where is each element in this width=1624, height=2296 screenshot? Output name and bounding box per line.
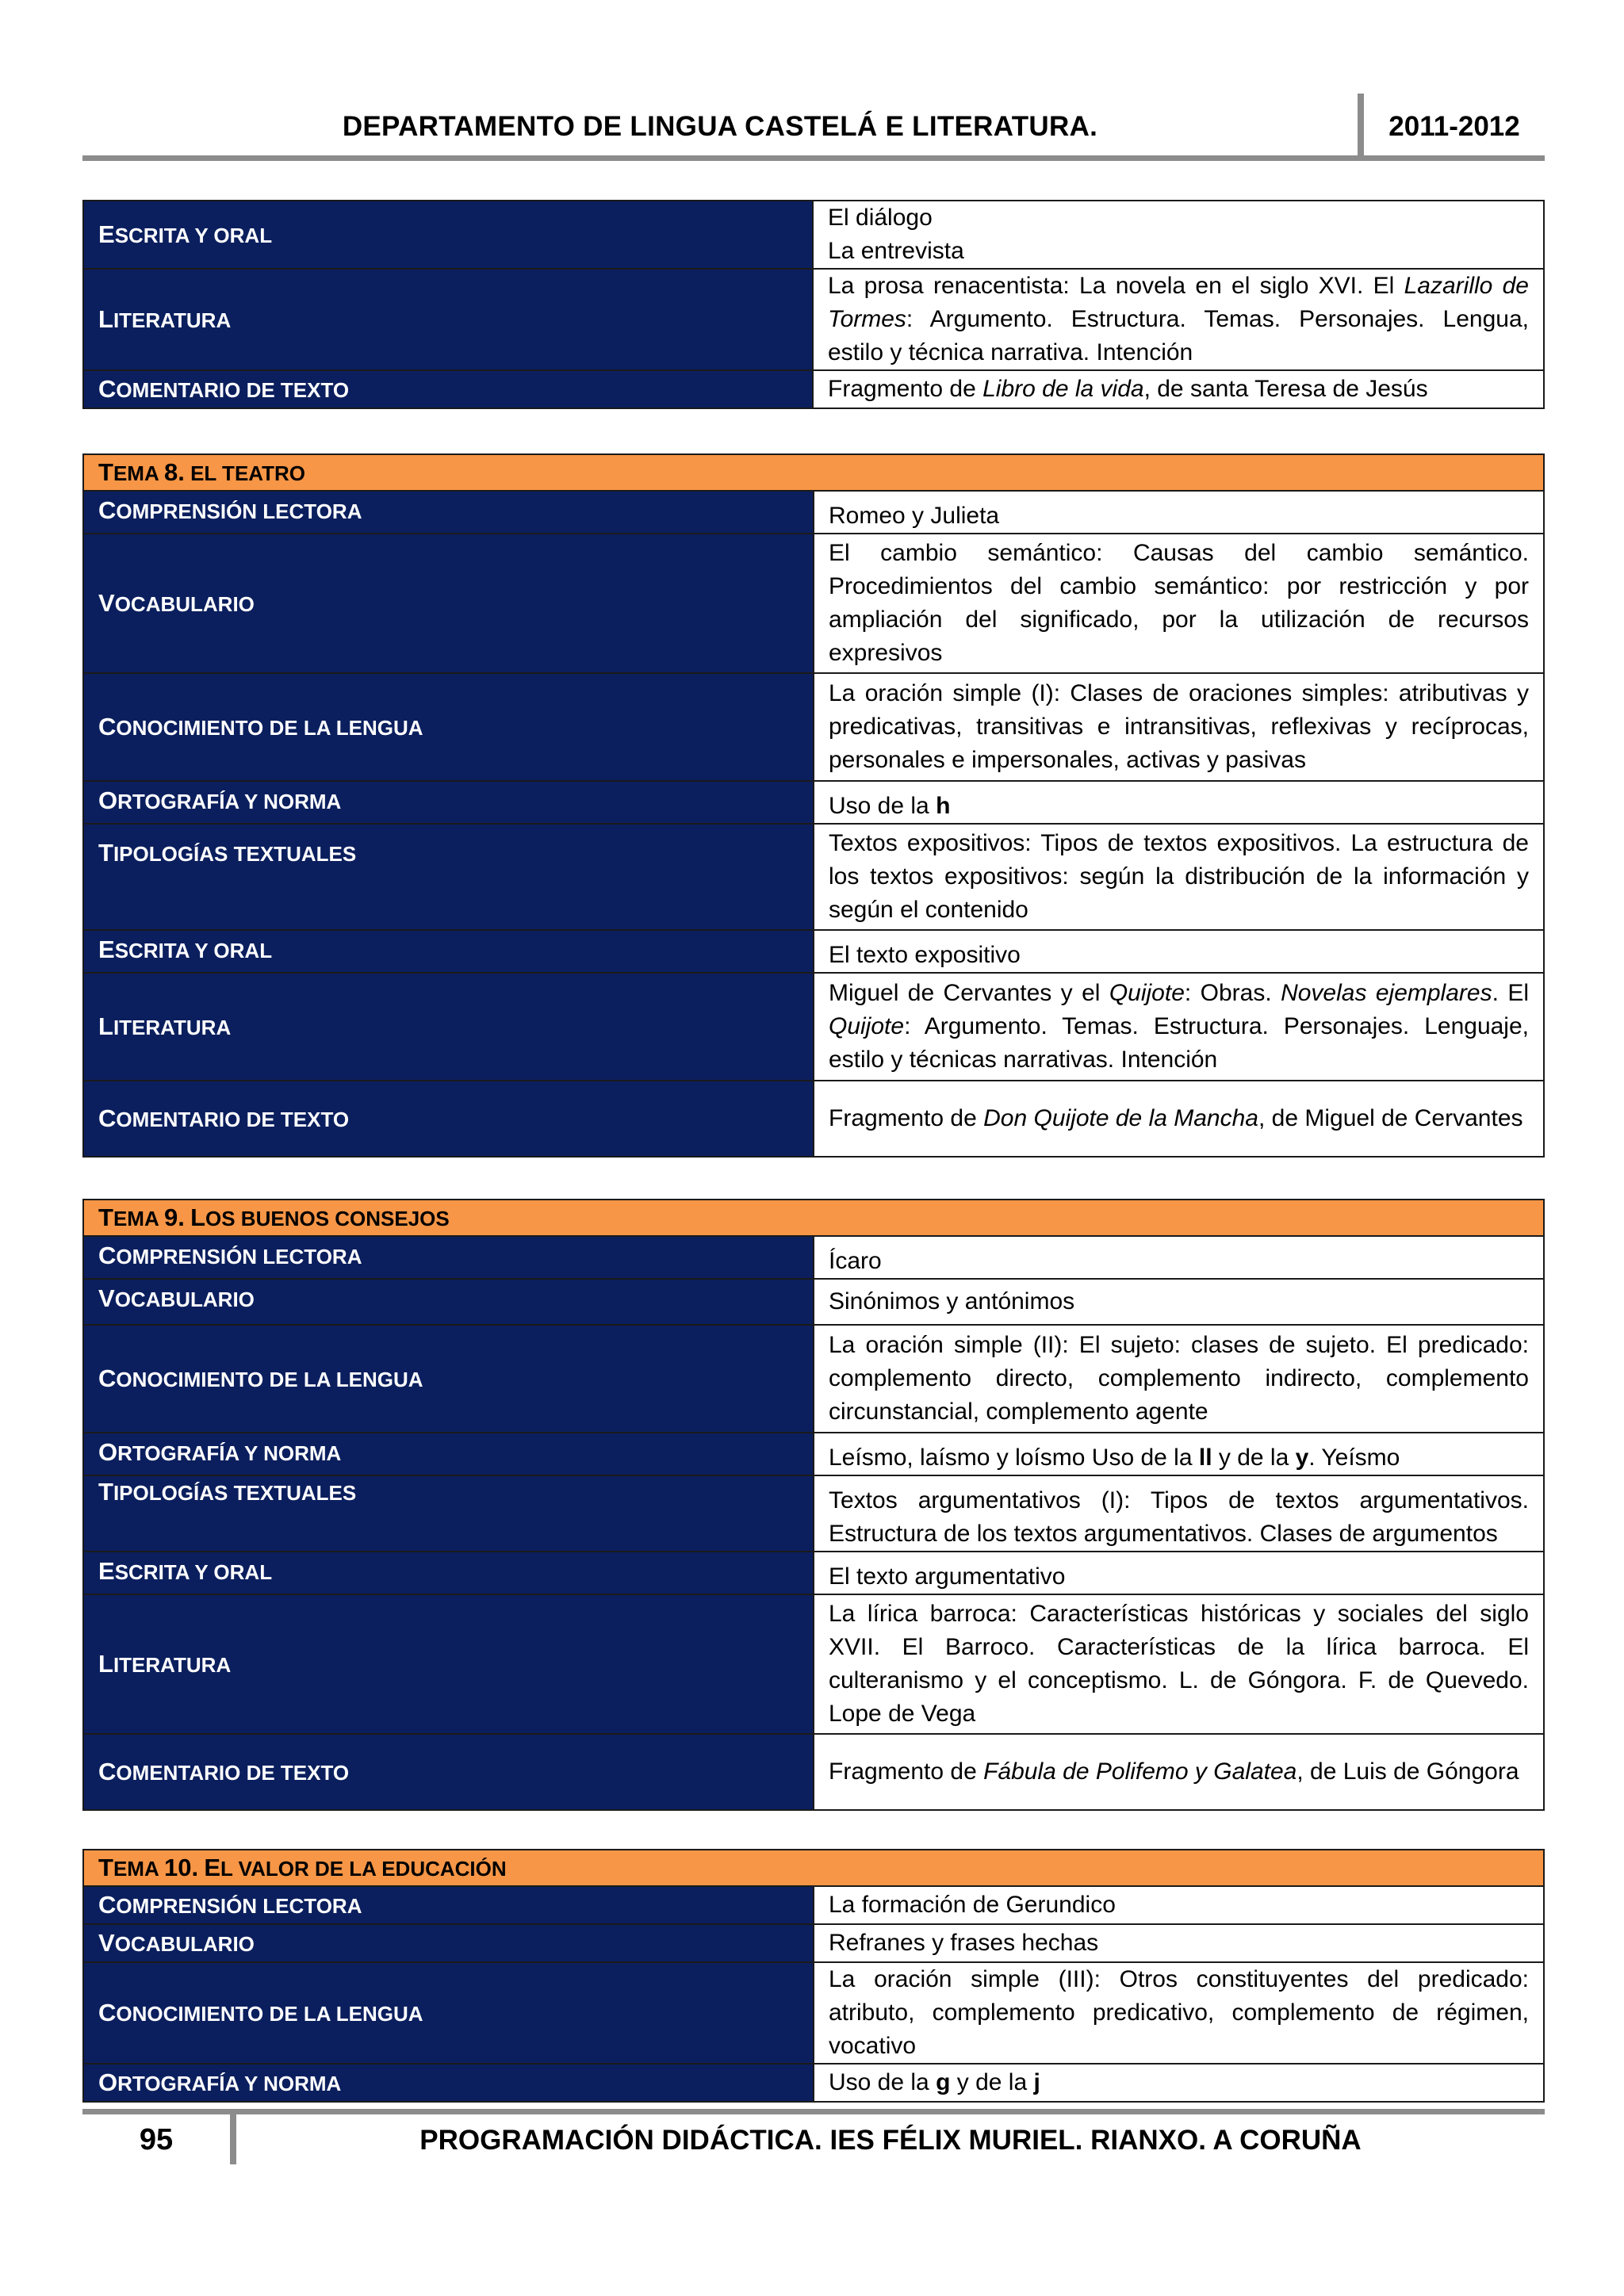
table-row (83, 1433, 1544, 1475)
row-content: El texto argumentativo (814, 1552, 1544, 1594)
row-label: LITERATURA (83, 1594, 814, 1734)
row-label: LITERATURA (83, 973, 814, 1081)
table-row (83, 1325, 1544, 1433)
row-label: COMENTARIO DE TEXTO (83, 1734, 814, 1810)
theme-header-row (83, 454, 1544, 491)
row-label: CONOCIMIENTO DE LA LENGUA (83, 1325, 814, 1433)
table-row (83, 1279, 1544, 1325)
row-label: VOCABULARIO (83, 1279, 814, 1325)
tema8-table (82, 453, 1545, 1158)
row-label: CONOCIMIENTO DE LA LENGUA (83, 1962, 814, 2064)
department-title: DEPARTAMENTO DE LINGUA CASTELÁ E LITERATURA. (342, 111, 1098, 142)
school-year: 2011-2012 (1388, 111, 1520, 142)
row-content: Miguel de Cervantes y el Quijote: Obras. Novelas ejemplares. El Quijote: Argumento. Temas. Estructura. Personajes. Lenguaje, estilo y técnicas narrativas. Intención (814, 973, 1544, 1081)
header-rule (82, 155, 1545, 161)
row-label: TIPOLOGÍAS TEXTUALES (83, 1475, 814, 1552)
table-row (83, 1886, 1544, 1924)
row-label: ORTOGRAFÍA Y NORMA (83, 2064, 814, 2102)
row-label: COMPRENSIÓN LECTORA (83, 1236, 814, 1279)
table-row (83, 1081, 1544, 1157)
row-label: LITERATURA (83, 269, 813, 370)
header-divider (1358, 94, 1364, 160)
page-header (82, 94, 1545, 160)
table-row (83, 491, 1544, 534)
table-row (83, 1475, 1544, 1552)
table-row (83, 1734, 1544, 1810)
table-row (83, 1236, 1544, 1279)
row-content: Uso de la h (814, 781, 1544, 824)
row-content: Uso de la g y de la j (814, 2064, 1544, 2102)
row-content: Fragmento de Libro de la vida, de santa Teresa de Jesús (813, 370, 1544, 408)
table-row (83, 1962, 1544, 2064)
table-row (83, 781, 1544, 824)
row-content: Fragmento de Don Quijote de la Mancha, de Miguel de Cervantes (814, 1081, 1544, 1157)
table-row (83, 1552, 1544, 1594)
row-label: TIPOLOGÍAS TEXTUALES (83, 824, 814, 930)
page-footer (82, 2109, 1545, 2164)
row-label: ESCRITA Y ORAL (83, 930, 814, 973)
table-row (83, 370, 1544, 408)
row-label: ORTOGRAFÍA Y NORMA (83, 1433, 814, 1475)
row-label: COMENTARIO DE TEXTO (83, 370, 813, 408)
row-content: Textos expositivos: Tipos de textos expositivos. La estructura de los textos expositivos: según la distribución de la información y según el contenido (814, 824, 1544, 930)
table-row (83, 930, 1544, 973)
table-row (83, 673, 1544, 781)
row-content: Ícaro (814, 1236, 1544, 1279)
theme-header-row (83, 1200, 1544, 1236)
table-row (83, 1594, 1544, 1734)
table-row (83, 201, 1544, 269)
row-content: Fragmento de Fábula de Polifemo y Galatea, de Luis de Góngora (814, 1734, 1544, 1810)
row-label: VOCABULARIO (83, 534, 814, 673)
row-label: ESCRITA Y ORAL (83, 201, 813, 269)
row-content: El diálogo La entrevista (813, 201, 1544, 269)
row-label: ESCRITA Y ORAL (83, 1552, 814, 1594)
tema10-table (82, 1849, 1545, 2103)
row-label: COMPRENSIÓN LECTORA (83, 491, 814, 534)
row-label: VOCABULARIO (83, 1924, 814, 1962)
row-label: COMENTARIO DE TEXTO (83, 1081, 814, 1157)
row-content: El cambio semántico: Causas del cambio semántico. Procedimientos del cambio semántico: por restricción y por ampliación del significado, por la utilización de recursos expresivos (814, 534, 1544, 673)
tema9-table (82, 1199, 1545, 1811)
table-row (83, 824, 1544, 930)
row-content: La oración simple (III): Otros constituyentes del predicado: atributo, complemento predicativo, complemento de régimen, vocativo (814, 1962, 1544, 2064)
page-number: 95 (139, 2123, 174, 2156)
row-content: Refranes y frases hechas (814, 1924, 1544, 1962)
row-content: Sinónimos y antónimos (814, 1279, 1544, 1325)
row-content: Romeo y Julieta (814, 491, 1544, 534)
footer-rule (82, 2109, 1545, 2114)
row-content: La oración simple (I): Clases de oraciones simples: atributivas y predicativas, transitivas e intransitivas, reflexivas y recíprocas, personales e impersonales, activas y pasivas (814, 673, 1544, 781)
row-content: La formación de Gerundico (814, 1886, 1544, 1924)
row-label: CONOCIMIENTO DE LA LENGUA (83, 673, 814, 781)
row-content: Textos argumentativos (I): Tipos de textos argumentativos. Estructura de los textos argumentativos. Clases de argumentos (814, 1475, 1544, 1552)
row-content: La lírica barroca: Características históricas y sociales del siglo XVII. El Barroco. Características de la lírica barroca. El culteranismo y el conceptismo. L. de Góngora. F. de Quevedo. Lope de Vega (814, 1594, 1544, 1734)
continuation-table (82, 200, 1545, 409)
table-row (83, 534, 1544, 673)
row-content: La prosa renacentista: La novela en el siglo XVI. El Lazarillo de Tormes: Argumento. Estructura. Temas. Personajes. Lengua, estilo y técnica narrativa. Intención (813, 269, 1544, 370)
footer-divider (230, 2109, 236, 2164)
footer-text: PROGRAMACIÓN DIDÁCTICA. IES FÉLIX MURIEL. RIANXO. A CORUÑA (419, 2125, 1362, 2156)
row-content: Leísmo, laísmo y loísmo Uso de la ll y de la y. Yeísmo (814, 1433, 1544, 1475)
table-row (83, 269, 1544, 370)
table-row (83, 2064, 1544, 2102)
row-label: COMPRENSIÓN LECTORA (83, 1886, 814, 1924)
theme-title: TEMA 8. EL TEATRO (83, 454, 1544, 491)
table-row (83, 973, 1544, 1081)
theme-title: TEMA 9. LOS BUENOS CONSEJOS (83, 1200, 1544, 1236)
row-content: El texto expositivo (814, 930, 1544, 973)
theme-header-row (83, 1850, 1544, 1886)
row-content: La oración simple (II): El sujeto: clases de sujeto. El predicado: complemento directo, complemento indirecto, complemento circunstancial, complemento agente (814, 1325, 1544, 1433)
table-row (83, 1924, 1544, 1962)
theme-title: TEMA 10. EL VALOR DE LA EDUCACIÓN (83, 1850, 1544, 1886)
row-label: ORTOGRAFÍA Y NORMA (83, 781, 814, 824)
